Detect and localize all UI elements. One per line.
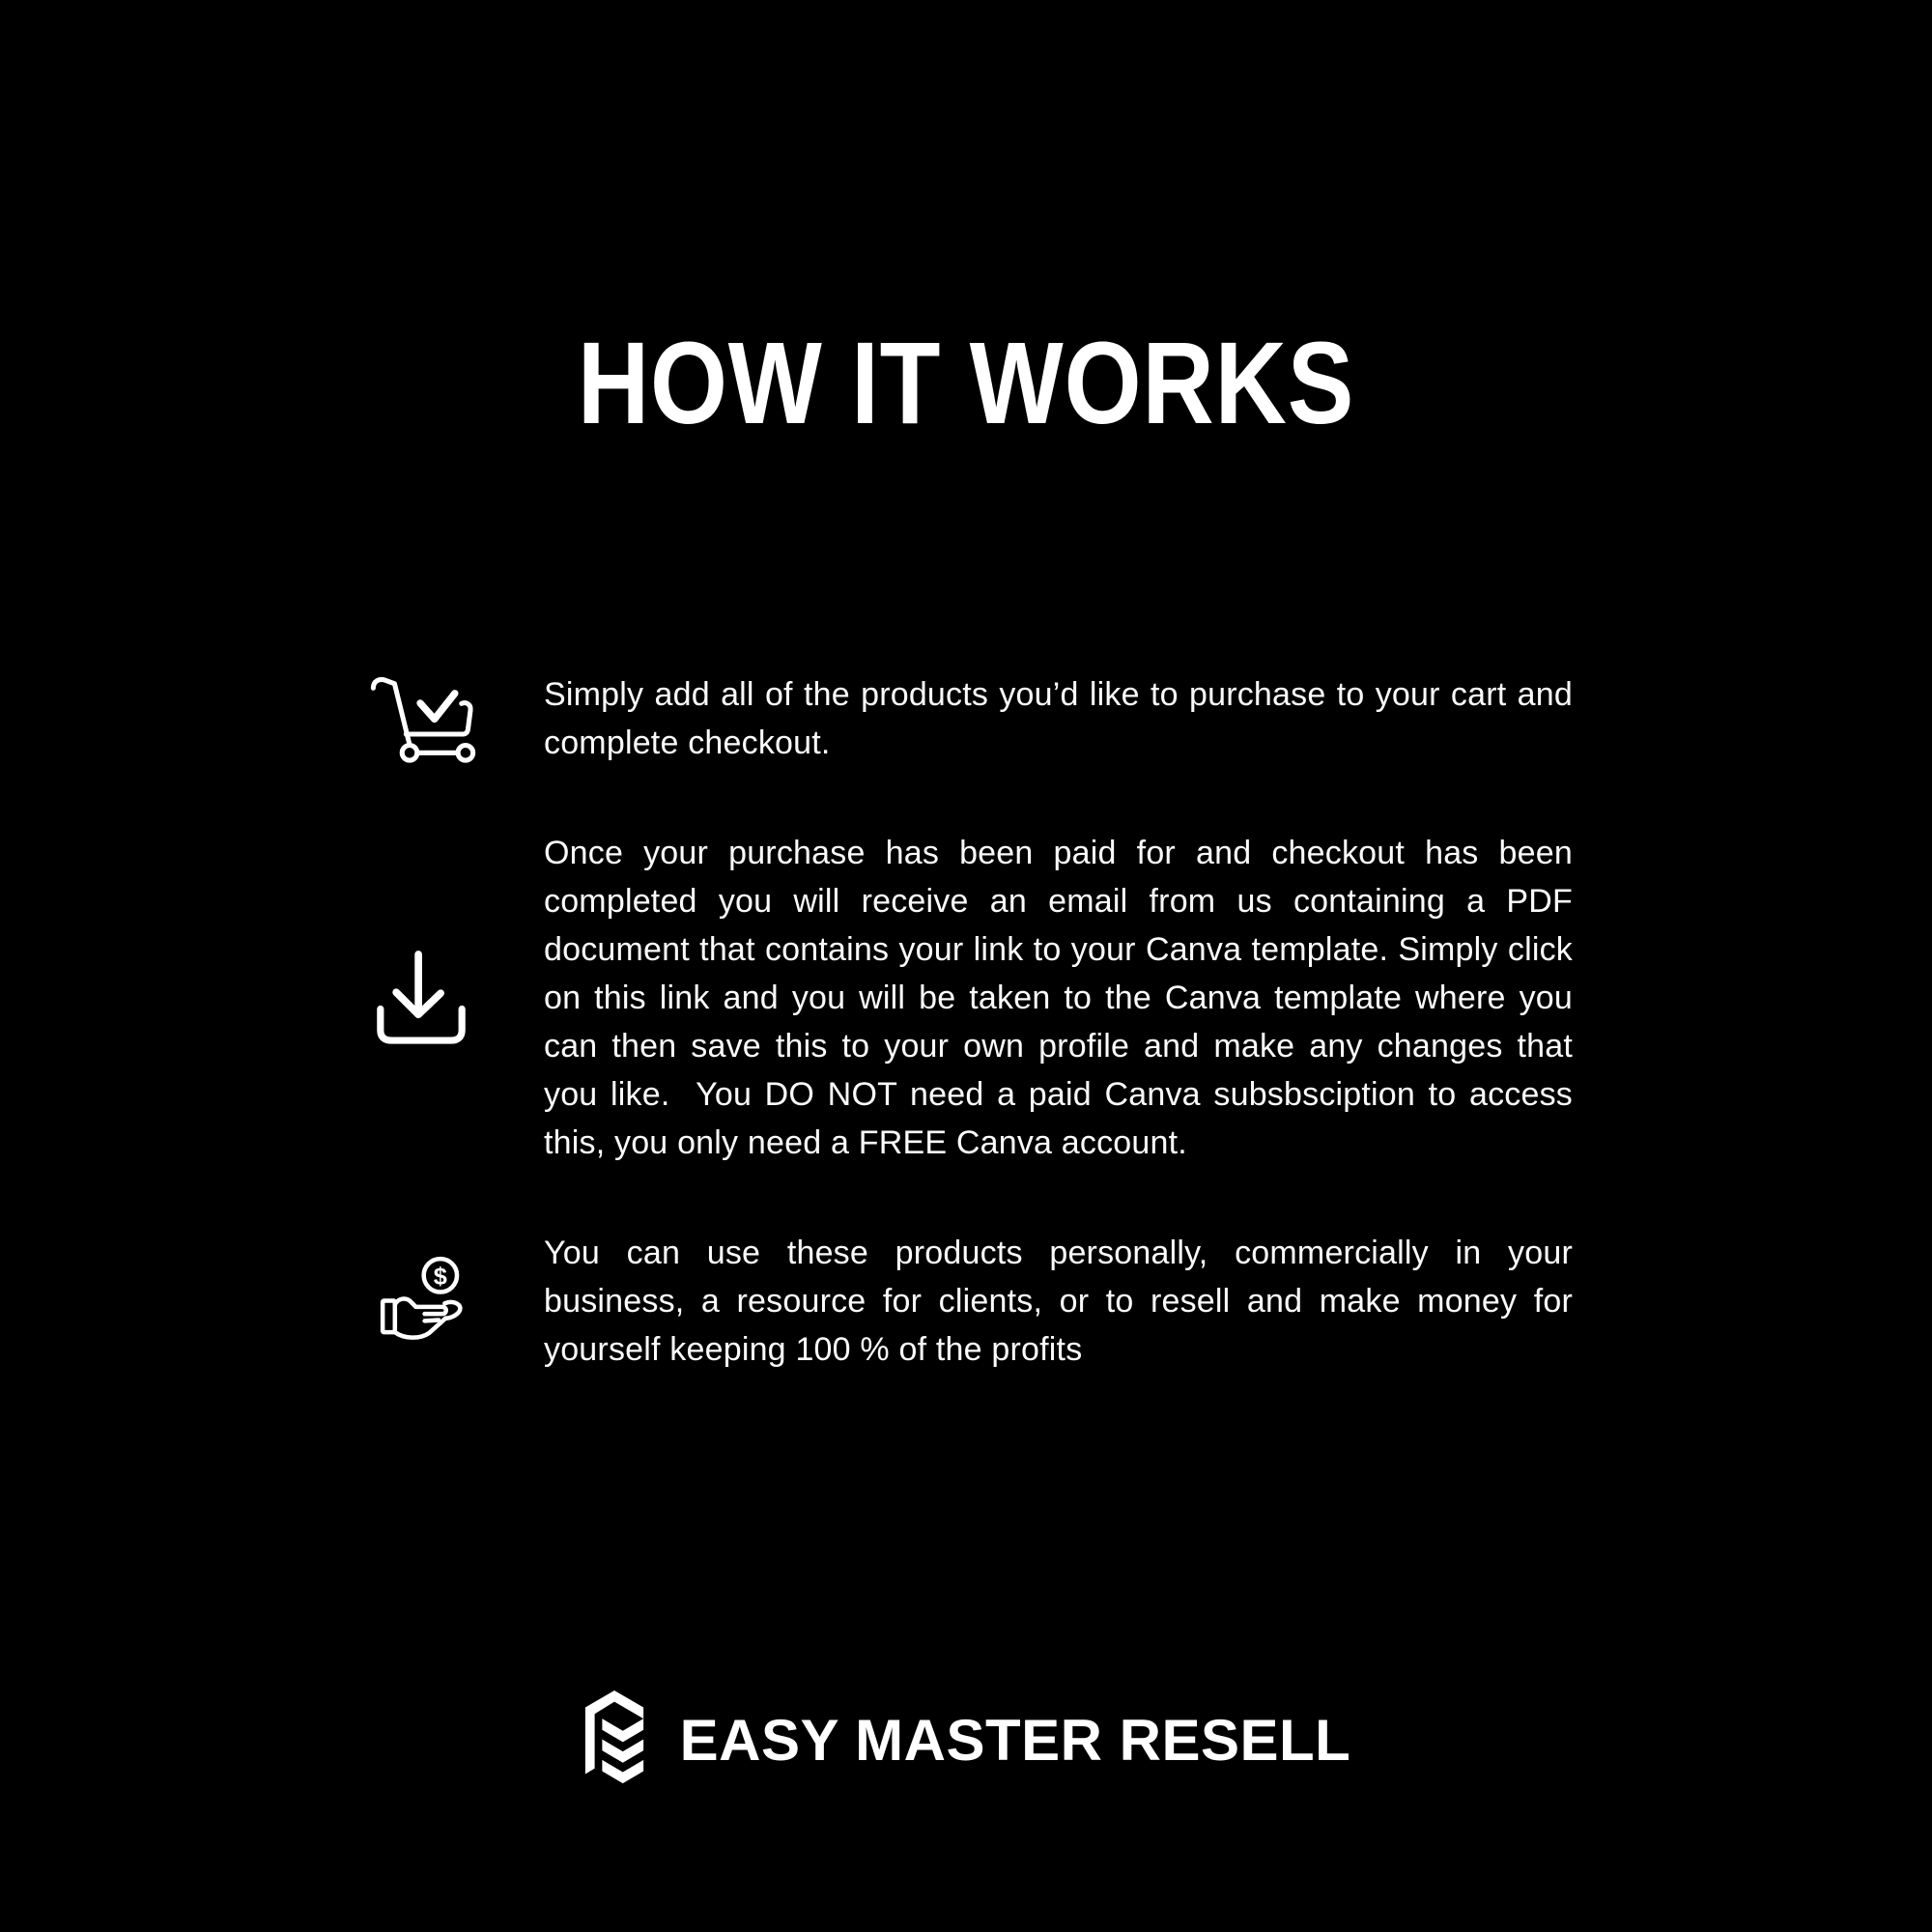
download-icon (365, 950, 476, 1046)
svg-text:$: $ (433, 1263, 447, 1291)
steps-list (365, 669, 1582, 1374)
hand-coin-icon (365, 1248, 476, 1354)
step-text: You can use these products personally, commercially in your business, a resource for clients, or to resell and make money for yourself keeping 100 % of the profits (544, 1235, 1573, 1368)
easy-master-resell-logo (582, 1690, 647, 1789)
step-resell-profit (365, 1229, 1582, 1374)
cart-check-icon (365, 669, 476, 767)
step-add-to-cart (365, 669, 1582, 767)
step-text: Simply add all of the products you’d like to purchase to your cart and complete checkout. (544, 675, 1573, 761)
footer-brand-row (0, 1690, 1932, 1789)
page-title: HOW IT WORKS (577, 317, 1355, 448)
step-download (365, 829, 1582, 1167)
brand-name: EASY MASTER RESELL (679, 1707, 1351, 1773)
step-text: Once your purchase has been paid for and checkout has been completed you will receive an email from us containing a PDF document that contains your link to your Canva template. Simply click on this link and you will be taken to the Canva template where you can then save this to your own profile and make any changes that you like. You DO NOT need a paid Canva subsbsciption to access this, you only need a FREE Canva account. (544, 835, 1573, 1161)
